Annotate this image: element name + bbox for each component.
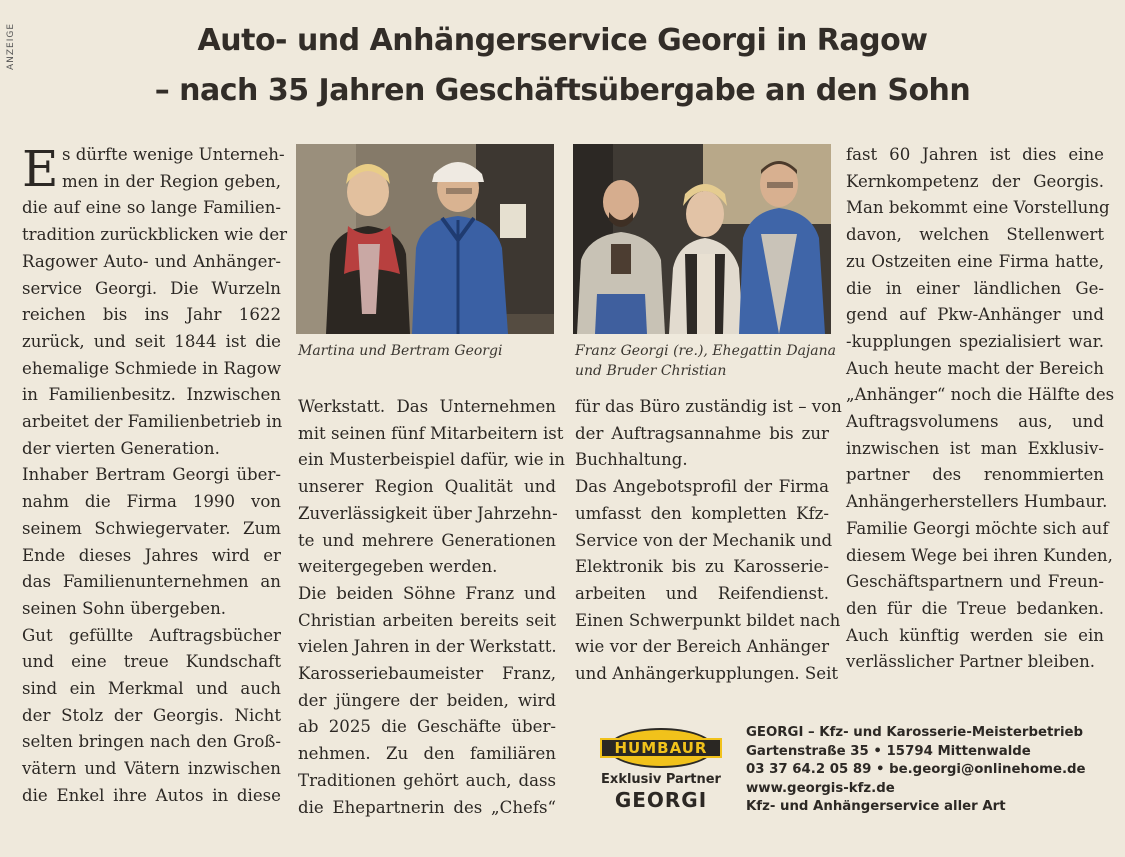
- headline-line-1: Auto- und Anhängerservice Georgi in Ragow: [197, 23, 928, 58]
- text-line: Geschäftspartnern und Freun-: [846, 572, 1104, 592]
- text-line: vätern und Vätern inzwischen: [22, 759, 281, 779]
- text-line: seinem Schwiegervater. Zum: [22, 518, 281, 538]
- article-column-3: [575, 394, 842, 688]
- text-line: arbeitet der Familienbetrieb in: [22, 412, 283, 432]
- text-line: verlässlicher Partner bleiben.: [846, 652, 1096, 672]
- photo-2-illustration: [573, 144, 831, 334]
- text-line: umfasst den kompletten Kfz-: [575, 503, 829, 523]
- text-line: Anhängerherstellers Humbaur.: [846, 492, 1108, 512]
- text-line: ehemalige Schmiede in Ragow: [22, 358, 282, 378]
- contact-block: [746, 724, 1086, 817]
- text-line: zu Ostzeiten eine Firma hatte,: [846, 251, 1104, 271]
- text-line: den für die Treue bedanken.: [846, 598, 1104, 618]
- text-line: Christian arbeiten bereits seit: [298, 610, 556, 630]
- text-line: te und mehrere Generationen: [298, 530, 556, 550]
- text-line: zurück, und seit 1844 ist die: [22, 331, 281, 351]
- headline-line-2: – nach 35 Jahren Geschäftsübergabe an den Sohn: [154, 73, 971, 108]
- text-line: Die beiden Söhne Franz und: [298, 583, 556, 603]
- photo-martina-bertram: [296, 144, 554, 334]
- photo-2-caption-line: Franz Georgi (re.), Ehegattin Dajana: [575, 343, 836, 359]
- photo-1-caption: Martina und Bertram Georgi: [298, 343, 503, 359]
- text-line: wie vor der Bereich Anhänger: [575, 637, 829, 657]
- text-line: Elektronik bis zu Karosserie-: [575, 557, 829, 577]
- text-line: tradition zurückblicken wie der: [22, 225, 288, 245]
- text-line: partner des renommierten: [846, 465, 1104, 485]
- text-line: Auch heute macht der Bereich: [846, 358, 1104, 378]
- article-column-1: [22, 142, 288, 810]
- text-line: Werkstatt. Das Unternehmen: [298, 397, 556, 416]
- text-line: weitergegeben werden.: [298, 557, 498, 577]
- text-line: ab 2025 die Geschäfte über-: [298, 717, 556, 737]
- website: www.georgis-kfz.de: [746, 780, 895, 796]
- text-line: Auch künftig werden sie ein: [846, 625, 1104, 645]
- text-line: die Ehepartnerin des „Chefs“: [298, 797, 556, 817]
- text-line: und eine treue Kundschaft: [22, 652, 281, 672]
- text-line: seinen Sohn übergeben.: [22, 598, 227, 618]
- text-line: -kupplungen spezialisiert war.: [846, 331, 1104, 351]
- text-line: arbeiten und Reifendienst.: [575, 583, 829, 603]
- text-line: Service von der Mechanik und: [575, 530, 833, 550]
- photo-2-caption: [575, 341, 836, 381]
- text-line: Inhaber Bertram Georgi über-: [22, 465, 281, 485]
- address: Gartenstraße 35 • 15794 Mittenwalde: [746, 743, 1031, 759]
- text-line: Ende dieses Jahres wird er: [22, 545, 281, 565]
- humbaur-brand: HUMBAUR: [600, 738, 722, 758]
- text-line: der jüngere der beiden, wird: [298, 690, 556, 710]
- text-line: reichen bis ins Jahr 1622: [22, 305, 281, 325]
- text-line: davon, welchen Stellenwert: [846, 225, 1104, 245]
- phone-email: 03 37 64.2 05 89 • be.georgi@onlinehome.de: [746, 762, 1086, 777]
- text-line: Ragower Auto- und Anhänger-: [22, 251, 281, 271]
- service-tagline: Kfz- und Anhängerservice aller Art: [746, 799, 1006, 814]
- text-line: Man bekommt eine Vorstellung: [846, 198, 1110, 218]
- text-line: gend auf Pkw-Anhänger und: [846, 305, 1104, 325]
- text-line: die Enkel ihre Autos in diese: [22, 785, 281, 805]
- text-line: s dürfte wenige Unterneh-: [62, 145, 285, 164]
- drop-cap: E: [22, 140, 59, 198]
- text-line: men in der Region geben,: [62, 171, 281, 191]
- text-line: Karosseriebaumeister Franz,: [298, 664, 556, 684]
- photo-2-caption-line: und Bruder Christian: [575, 363, 727, 379]
- text-line: der Stolz der Georgis. Nicht: [22, 705, 281, 725]
- georgi-brand-label: GEORGI: [614, 788, 708, 812]
- text-line: ein Musterbeispiel dafür, wie in: [298, 450, 565, 470]
- text-line: die in einer ländlichen Ge-: [846, 278, 1104, 298]
- text-line: in Familienbesitz. Inzwischen: [22, 385, 281, 405]
- text-line: Traditionen gehört auch, dass: [298, 770, 556, 790]
- text-line: unserer Region Qualität und: [298, 477, 556, 497]
- text-line: für das Büro zuständig ist – von: [575, 397, 842, 416]
- text-line: diesem Wege bei ihren Kunden,: [846, 545, 1113, 565]
- photo-franz-dajana-christian: [573, 144, 831, 334]
- text-line: Zuverlässigkeit über Jahrzehn-: [298, 503, 558, 523]
- text-line: inzwischen ist man Exklusiv-: [846, 438, 1104, 458]
- text-line: das Familienunternehmen an: [22, 572, 281, 592]
- text-line: und Anhängerkupplungen. Seit: [575, 664, 839, 684]
- text-line: Kernkompetenz der Georgis.: [846, 171, 1104, 191]
- text-line: mit seinen fünf Mitarbeitern ist: [298, 423, 564, 443]
- text-line: der Auftragsannahme bis zur: [575, 423, 829, 443]
- text-line: vielen Jahren in der Werkstatt.: [298, 637, 557, 657]
- article-column-4: [846, 142, 1115, 676]
- text-line: Gut gefüllte Auftragsbücher: [22, 625, 281, 645]
- text-line: service Georgi. Die Wurzeln: [22, 278, 281, 298]
- photo-1-illustration: [296, 144, 554, 334]
- text-line: Buchhaltung.: [575, 450, 688, 470]
- text-line: Auftragsvolumens aus, und: [846, 412, 1104, 432]
- humbaur-logo: [600, 728, 722, 812]
- text-line: der vierten Generation.: [22, 438, 220, 458]
- anzeige-label: ANZEIGE: [6, 22, 16, 70]
- text-line: selten bringen nach den Groß-: [22, 732, 281, 752]
- text-line: Familie Georgi möchte sich auf: [846, 518, 1109, 538]
- text-line: nehmen. Zu den familiären: [298, 744, 556, 764]
- company-name: GEORGI – Kfz- und Karosserie-Meisterbetrieb: [746, 725, 1084, 740]
- text-line: nahm die Firma 1990 von: [22, 492, 281, 512]
- text-line: die auf eine so lange Familien-: [22, 198, 281, 218]
- exklusiv-partner-label: Exklusiv Partner: [601, 772, 721, 787]
- text-line: Einen Schwerpunkt bildet nach: [575, 610, 841, 630]
- text-line: fast 60 Jahren ist dies eine: [846, 145, 1104, 164]
- text-line: sind ein Merkmal und auch: [22, 679, 281, 699]
- text-line: Das Angebotsprofil der Firma: [575, 477, 829, 497]
- text-line: „Anhänger“ noch die Hälfte des: [846, 385, 1115, 405]
- article-column-2: [298, 394, 565, 821]
